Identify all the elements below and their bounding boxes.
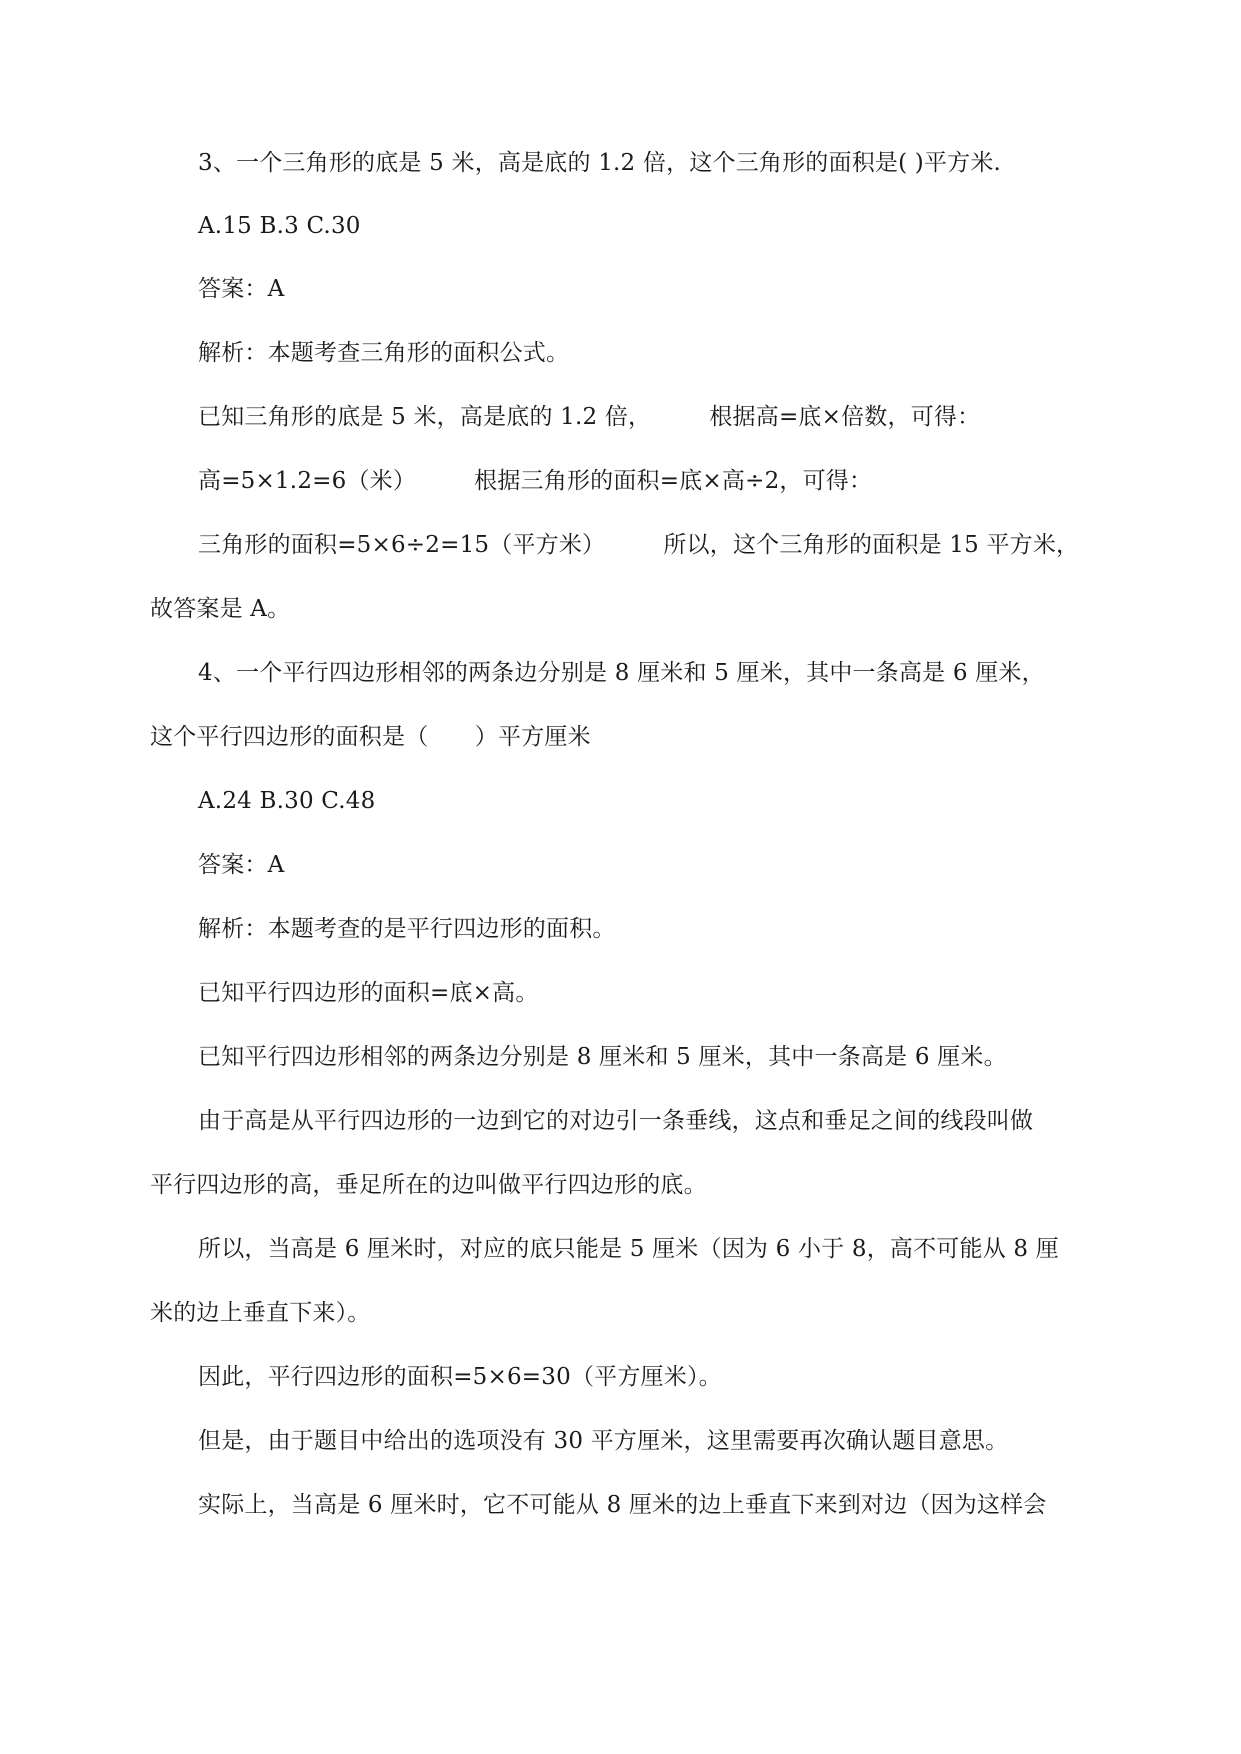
question-4-analysis-line: 实际上，当高是 6 厘米时，它不可能从 8 厘米的边上垂直下来到对边（因为这样会 (198, 1492, 1047, 1518)
question-3-options: A.15 B.3 C.30 (198, 213, 361, 239)
question-4-analysis-title: 解析：本题考查的是平行四边形的面积。 (198, 916, 616, 942)
question-3-analysis-line: 已知三角形的底是 5 米，高是底的 1.2 倍， 根据高=底×倍数，可得： (198, 404, 981, 430)
question-3-analysis-line: 高=5×1.2=6（米） 根据三角形的面积=底×高÷2，可得： (198, 468, 873, 494)
question-3-conclusion: 故答案是 A。 (150, 596, 291, 622)
question-4-analysis-line: 但是，由于题目中给出的选项没有 30 平方厘米，这里需要再次确认题目意思。 (198, 1428, 1009, 1454)
question-4-analysis-line: 已知平行四边形相邻的两条边分别是 8 厘米和 5 厘米，其中一条高是 6 厘米。 (198, 1044, 1007, 1070)
question-4-analysis-line: 所以，当高是 6 厘米时，对应的底只能是 5 厘米（因为 6 小于 8，高不可能从 8 厘 (198, 1236, 1059, 1262)
question-3-analysis-line: 三角形的面积=5×6÷2=15（平方米） 所以，这个三角形的面积是 15 平方米， (198, 532, 1080, 558)
question-4-options: A.24 B.30 C.48 (198, 788, 376, 814)
question-4-analysis-line: 已知平行四边形的面积=底×高。 (198, 980, 539, 1006)
question-4-answer: 答案：A (198, 852, 285, 878)
question-4-text-continued: 这个平行四边形的面积是（ ）平方厘米 (150, 724, 591, 750)
question-4-analysis-line: 由于高是从平行四边形的一边到它的对边引一条垂线，这点和垂足之间的线段叫做 (198, 1108, 1034, 1134)
question-4-analysis-line: 平行四边形的高，垂足所在的边叫做平行四边形的底。 (150, 1172, 707, 1198)
question-4-analysis-line: 米的边上垂直下来）。 (150, 1300, 371, 1326)
question-3-analysis-title: 解析：本题考查三角形的面积公式。 (198, 340, 570, 366)
question-4-analysis-line: 因此，平行四边形的面积=5×6=30（平方厘米）。 (198, 1364, 722, 1390)
question-3-answer: 答案：A (198, 276, 285, 302)
question-4-text: 4、一个平行四边形相邻的两条边分别是 8 厘米和 5 厘米，其中一条高是 6 厘米， (198, 660, 1045, 686)
question-3-text: 3、一个三角形的底是 5 米，高是底的 1.2 倍，这个三角形的面积是( )平方米. (198, 150, 1002, 176)
